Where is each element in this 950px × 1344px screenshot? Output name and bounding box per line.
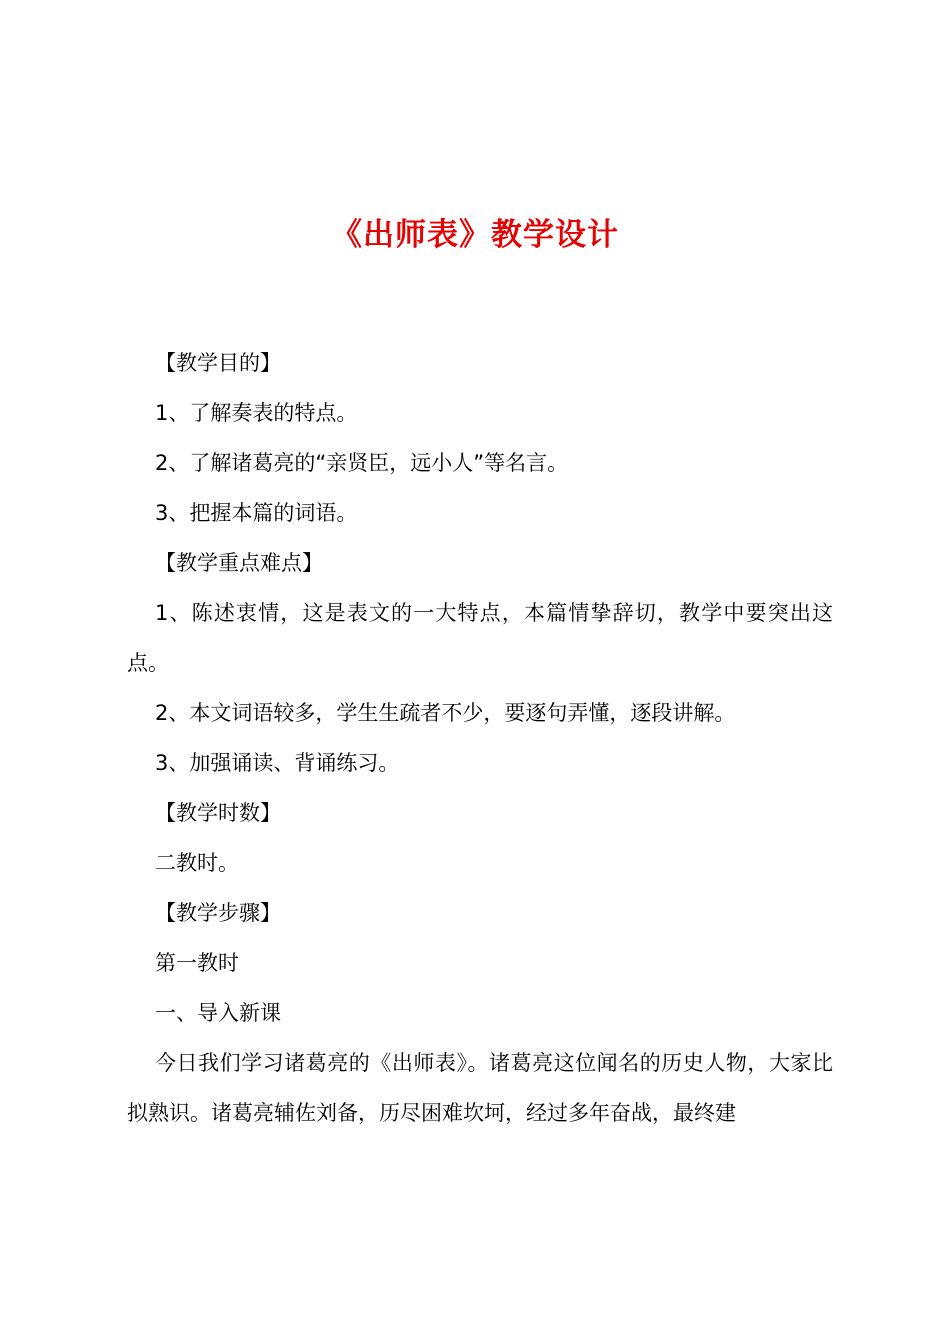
list-item: 3、加强诵读、背诵练习。 (155, 751, 400, 775)
section-heading-objectives: 【教学目的】 (155, 351, 281, 375)
list-item: 2、本文词语较多，学生生疏者不少，要逐句弄懂，逐段讲解。 (155, 701, 736, 725)
document-title: 《出师表》教学设计 (331, 217, 619, 253)
subsection-heading: 一、导入新课 (155, 1001, 281, 1025)
body-paragraph: 今日我们学习诸葛亮的《出师表》。诸葛亮这位闻名的历史人物，大家比拟熟识。诸葛亮辅佐刘备，历尽困难坎坷，经过多年奋战，最终建 (127, 1051, 833, 1125)
section-heading-steps: 【教学步骤】 (155, 901, 281, 925)
body-paragraph: 二教时。 (155, 851, 239, 875)
list-item: 1、了解奏表的特点。 (155, 401, 358, 425)
section-heading-key-points: 【教学重点难点】 (155, 551, 323, 575)
section-heading-hours: 【教学时数】 (155, 801, 281, 825)
list-item: 1、陈述衷情，这是表文的一大特点，本篇情挚辞切，教学中要突出这点。 (127, 601, 833, 675)
list-item: 2、了解诸葛亮的“亲贤臣，远小人”等名言。 (155, 451, 569, 475)
subsection-heading: 第一教时 (155, 951, 239, 975)
list-item: 3、把握本篇的词语。 (155, 501, 358, 525)
document-body (127, 338, 833, 1138)
